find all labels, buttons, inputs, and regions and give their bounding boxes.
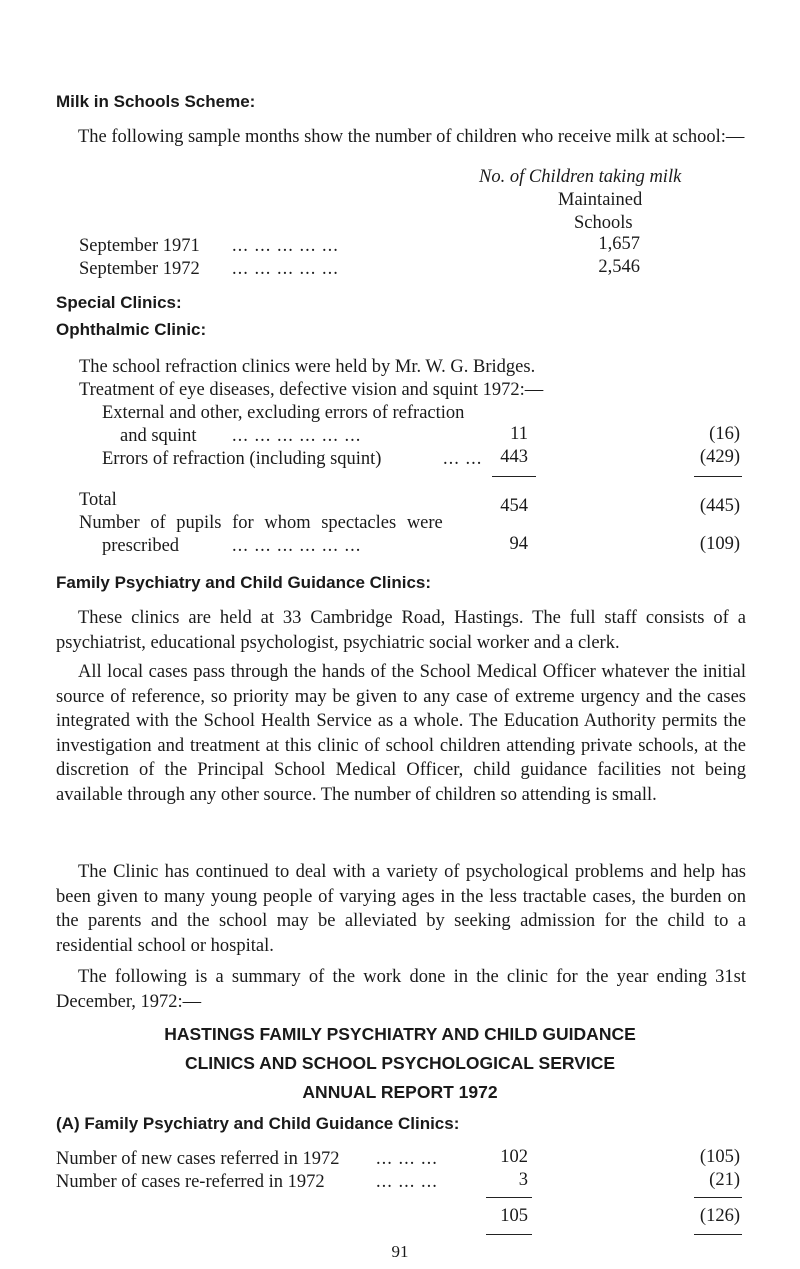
- ophthalmic-line2: Treatment of eye diseases, defective vision and squint 1972:—: [79, 380, 544, 400]
- ophthalmic-line1: The school refraction clinics were held by Mr. W. G. Bridges.: [79, 357, 536, 377]
- family-paragraph: [56, 965, 746, 1014]
- report-title-line2: CLINICS AND SCHOOL PSYCHOLOGICAL SERVICE: [184, 1053, 616, 1073]
- ophthalmic-row2-value: 443: [500, 447, 528, 467]
- milk-row-value: 1,657: [598, 234, 640, 254]
- family-paragraph: [56, 860, 746, 958]
- report-title-line1: HASTINGS FAMILY PSYCHIATRY AND CHILD GUIDANCE: [164, 1024, 636, 1044]
- report-row-dots: ... ... ...: [376, 1149, 438, 1169]
- report-total-value: 105: [500, 1206, 528, 1226]
- report-row-value: 3: [518, 1170, 528, 1190]
- family-paragraph-text: All local cases pass through the hands of the School Medical Officer whatever the initial source of reference, so priority may be given to any case of extreme urgency and the cases integrated with the School Health Service as a whole. The Education Authority permits the investigation and treatment at this clinic of school children attending private schools, at the discretion of the Principal School Medical Officer, child guidance facilities not being available through any other source. The number of children so attending is small.: [56, 662, 746, 805]
- ophthalmic-row1-label-b: and squint: [120, 426, 197, 446]
- ophthalmic-total-value: 454: [500, 496, 528, 516]
- report-row-prev: (21): [709, 1170, 740, 1190]
- spectacles-prev: (109): [699, 534, 740, 554]
- family-paragraph-text: These clinics are held at 33 Cambridge Road, Hastings. The full staff consists of a psychiatrist, educational psychologist, psychiatric social worker and a clerk.: [56, 608, 746, 653]
- ophthalmic-total-label: Total: [79, 490, 117, 510]
- ophthalmic-row2-dots: ... ...: [443, 449, 483, 469]
- milk-col-header-line1: No. of Children taking milk: [479, 167, 682, 187]
- ophthalmic-row1-label-a: External and other, excluding errors of refraction: [102, 403, 465, 423]
- ophthalmic-row2-label: Errors of refraction (including squint): [102, 449, 382, 469]
- subtotal-rule: [492, 476, 536, 477]
- milk-heading: Milk in Schools Scheme:: [56, 92, 256, 111]
- family-paragraph-text: The following is a summary of the work done in the clinic for the year ending 31st December, 1972:—: [56, 967, 746, 1012]
- milk-col-header-line2: Maintained: [558, 190, 643, 210]
- report-row-dots: ... ... ...: [376, 1172, 438, 1192]
- report-row-label: Number of cases re-referred in 1972: [56, 1172, 325, 1192]
- report-section-a: (A) Family Psychiatry and Child Guidance Clinics:: [56, 1114, 460, 1133]
- report-row-value: 102: [500, 1147, 528, 1167]
- report-total-rule: [486, 1234, 532, 1235]
- ophthalmic-row1-value: 11: [510, 424, 528, 444]
- report-subtotal-rule: [486, 1197, 532, 1198]
- ophthalmic-heading: Ophthalmic Clinic:: [56, 320, 207, 339]
- report-row-prev: (105): [699, 1147, 740, 1167]
- spectacles-label-a: Number of pupils for whom spectacles were: [79, 513, 443, 533]
- report-subtotal-rule: [694, 1197, 742, 1198]
- ophthalmic-row1-dots: ... ... ... ... ... ...: [232, 426, 362, 446]
- milk-col-header-line3: Schools: [574, 213, 633, 233]
- milk-row-label: September 1971: [79, 236, 200, 256]
- milk-row-label: September 1972: [79, 259, 200, 279]
- report-row-label: Number of new cases referred in 1972: [56, 1149, 340, 1169]
- ophthalmic-row1-prev: (16): [709, 424, 740, 444]
- report-total-rule: [694, 1234, 742, 1235]
- milk-row-value: 2,546: [598, 257, 640, 277]
- ophthalmic-total-prev: (445): [699, 496, 740, 516]
- report-total-prev: (126): [699, 1206, 740, 1226]
- family-paragraph: [56, 660, 746, 808]
- family-heading: Family Psychiatry and Child Guidance Clinics:: [56, 573, 432, 592]
- family-paragraph: [56, 606, 746, 655]
- family-paragraph-text: The Clinic has continued to deal with a variety of psychological problems and help has been given to many young people of varying ages in the less tractable cases, the burden on the parents and the school may be alleviated by seeking admission for the child to a residential school or hospital.: [56, 862, 746, 956]
- milk-row-dots: ... ... ... ... ...: [232, 236, 339, 256]
- milk-intro-text: The following sample months show the number of children who receive milk at school:—: [78, 127, 745, 147]
- spectacles-label-b: prescribed: [102, 536, 180, 556]
- spectacles-dots: ... ... ... ... ... ...: [232, 536, 362, 556]
- milk-row-dots: ... ... ... ... ...: [232, 259, 339, 279]
- spectacles-value: 94: [509, 534, 528, 554]
- subtotal-rule: [694, 476, 742, 477]
- report-title-line3: ANNUAL REPORT 1972: [302, 1082, 498, 1102]
- special-clinics-heading: Special Clinics:: [56, 293, 182, 312]
- page-number: 91: [391, 1242, 409, 1261]
- ophthalmic-row2-prev: (429): [699, 447, 740, 467]
- milk-intro: [56, 125, 746, 150]
